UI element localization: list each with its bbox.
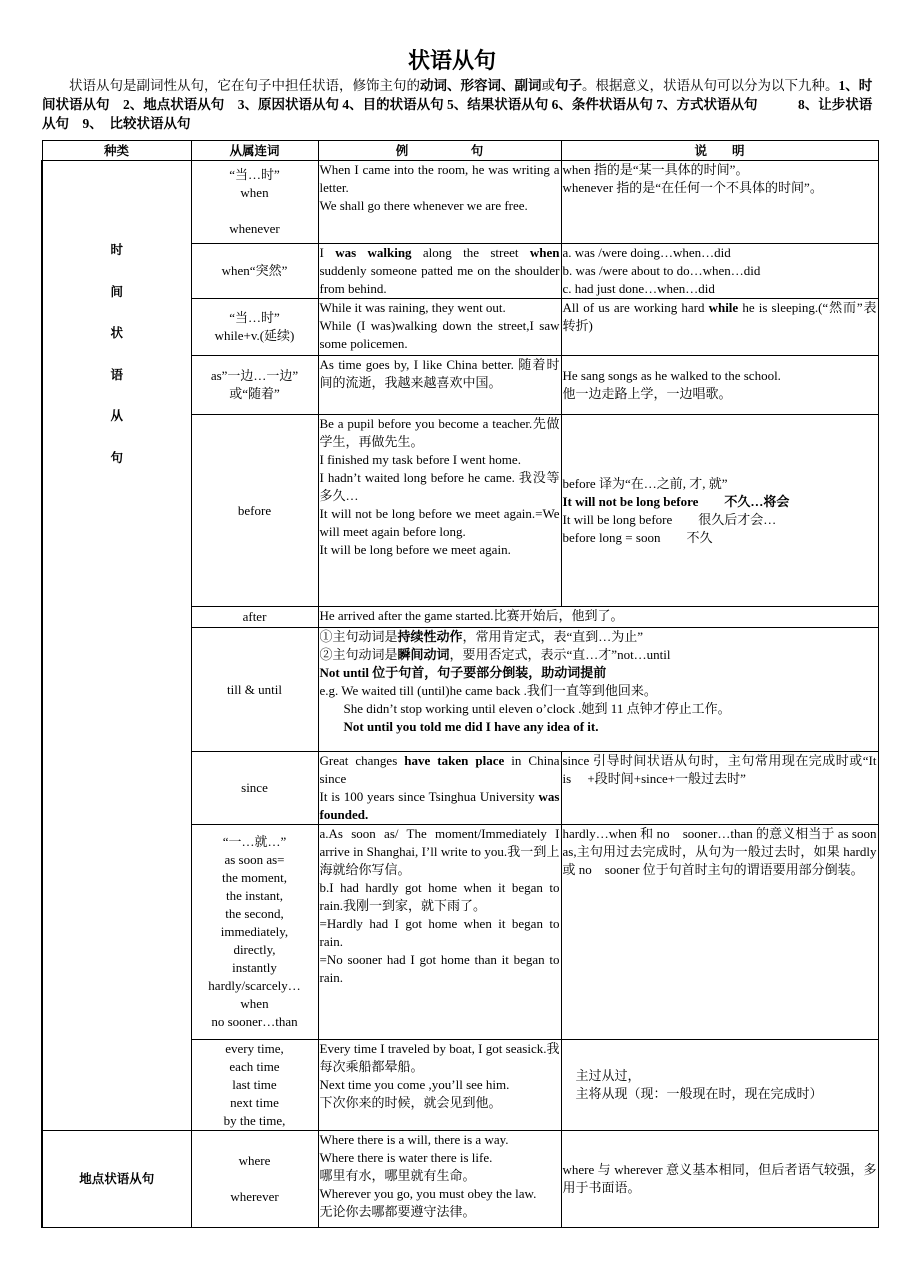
text-line <box>563 244 877 262</box>
text-segment: It will be long before 很久后才会… <box>562 511 777 527</box>
example-cell <box>318 415 561 607</box>
conjunction-cell <box>191 356 318 415</box>
header-example: 例 句 <box>318 141 561 161</box>
kind-char: 从 <box>110 409 123 423</box>
conjunction: the moment, <box>222 870 287 885</box>
text-line <box>320 607 877 625</box>
text-segment: While it was raining, they went out. <box>319 300 506 315</box>
table-row-place <box>42 1131 878 1228</box>
note-cell <box>561 1131 878 1228</box>
text-segment: 或 <box>541 78 555 93</box>
header-note: 说 明 <box>561 141 878 161</box>
text-line <box>320 664 877 682</box>
text-line <box>320 1131 560 1149</box>
text-line <box>320 415 560 451</box>
conjunction: by the time, <box>223 1113 286 1128</box>
text-segment: 1、时间状语从句 2、地点状语从句 3、原因状语从句 4、目的状语从句 5、结果状语从句 6、条件状语从句 7、方式状语从句 8、让步状语从句 9、 比较状语从句 <box>42 78 873 131</box>
text-line <box>320 244 560 298</box>
conjunction-cell <box>191 1040 318 1131</box>
conjunction: directly, <box>233 942 276 957</box>
conjunction: whenever <box>229 221 280 236</box>
text-segment: hardly…when 和 no sooner…than 的意义相当于 as soon as,主句用过去完成时，从句为一般过去时，如果 hardly 或 no sooner 位于句首时主句的谓语要用部分倒装。 <box>562 826 877 877</box>
text-line <box>563 280 877 298</box>
conjunction: as soon as= <box>224 852 285 867</box>
note-cell <box>561 825 878 1040</box>
conjunction: the instant, <box>225 888 284 903</box>
text-segment: while <box>708 300 739 315</box>
text-line <box>320 825 560 879</box>
conjunction <box>193 202 317 220</box>
conjunction: next time <box>230 1095 279 1110</box>
conjunction: “一…就…” <box>222 834 287 849</box>
text-line <box>320 1149 560 1167</box>
kind-char: 状 <box>110 326 123 340</box>
text-line <box>320 317 560 353</box>
text-segment: Not until you told me did I have any idea of it. <box>343 719 599 734</box>
text-segment: Great changes <box>319 753 405 768</box>
kind-time-clause <box>42 161 191 1131</box>
text-segment: 持续性动作 <box>397 629 463 644</box>
text-segment: before long = soon 不久 <box>562 529 713 545</box>
conjunction: when <box>240 996 269 1011</box>
text-line <box>563 1067 877 1085</box>
text-line <box>320 451 560 469</box>
conjunction: where <box>238 1153 271 1168</box>
text-line <box>563 262 877 280</box>
text-segment: She didn’t stop working until eleven o’clock .她到 11 点钟才停止工作。 <box>343 701 731 716</box>
text-line <box>320 718 877 736</box>
text-segment: whenever 指的是“在任何一个不具体的时间”。 <box>562 180 823 195</box>
conjunction: “当…时” <box>229 167 280 182</box>
text-line <box>320 356 560 392</box>
text-segment: Next time you come ,you’ll see him. <box>319 1077 510 1092</box>
text-line <box>563 1085 877 1103</box>
text-segment: 句子 <box>555 78 582 93</box>
example-cell <box>318 244 561 299</box>
conjunction-cell <box>191 244 318 299</box>
intro-paragraph <box>42 76 878 133</box>
conjunction: instantly <box>232 960 277 975</box>
conjunction: the second, <box>225 906 284 921</box>
text-line <box>320 646 877 664</box>
conjunction-cell <box>191 299 318 356</box>
text-segment: =No sooner had I got home than it began to rain. <box>319 952 560 985</box>
text-line <box>320 752 560 788</box>
example-cell <box>318 628 878 752</box>
text-segment: It will be long before we meet again. <box>319 542 511 557</box>
text-segment: Wherever you go, you must obey the law. <box>319 1186 537 1201</box>
text-segment: when <box>529 245 560 260</box>
text-line <box>320 197 560 215</box>
text-segment: 他一边走路上学，一边唱歌。 <box>562 386 732 401</box>
text-line <box>320 788 560 824</box>
note-cell <box>561 752 893 825</box>
text-line <box>320 1094 560 1112</box>
conjunction: wherever <box>230 1189 279 1204</box>
text-segment: where 与 wherever 意义基本相同，但后者语气较强，多用于书面语。 <box>562 1162 877 1195</box>
text-segment: All of us are working hard <box>562 300 709 315</box>
text-segment: It will not be long before we meet again.=We will meet again before long. <box>319 506 560 539</box>
text-line <box>320 1076 560 1094</box>
note-cell <box>561 1040 878 1131</box>
note-cell <box>561 356 878 415</box>
text-segment: was walking <box>335 245 412 260</box>
conjunction: “当…时” <box>229 310 280 325</box>
conjunction: till & until <box>227 681 282 697</box>
text-line <box>320 700 877 718</box>
text-line <box>562 752 893 788</box>
text-segment: Not until 位于句首，句子要部分倒装，助动词提前 <box>319 665 607 680</box>
text-line <box>320 1203 560 1221</box>
text-segment: along the street <box>411 245 530 260</box>
text-segment: =Hardly had I got home when it began to rain. <box>319 916 560 949</box>
example-cell <box>318 752 561 825</box>
text-segment: 哪里有水，哪里就有生命。 <box>319 1168 476 1183</box>
text-line <box>320 541 560 559</box>
text-segment: I hadn’t waited long before he came. 我没等多久… <box>319 470 560 503</box>
text-segment: Every time I traveled by boat, I got seasick.我每次乘船都晕船。 <box>319 1041 560 1074</box>
text-line <box>320 469 560 505</box>
text-line <box>563 385 877 403</box>
note-cell <box>561 415 878 607</box>
text-line <box>563 1161 877 1197</box>
text-line <box>563 367 877 385</box>
text-segment: 主将从现（现：一般现在时，现在完成时） <box>562 1086 823 1101</box>
conjunction: 或“随着” <box>229 386 280 401</box>
example-cell <box>318 299 561 356</box>
conjunction-cell <box>191 628 318 752</box>
text-line <box>320 1167 560 1185</box>
text-segment: have taken place <box>404 753 505 768</box>
text-line <box>320 161 560 197</box>
header-row <box>42 141 878 161</box>
example-cell <box>318 161 561 244</box>
text-line <box>320 879 560 915</box>
text-segment: he is sleeping.(“然而”表转折) <box>562 300 877 333</box>
text-line <box>320 951 560 987</box>
table-row <box>42 161 878 244</box>
text-segment: He sang songs as he walked to the school. <box>562 368 781 383</box>
text-line <box>563 511 877 529</box>
text-segment: b. was /were about to do…when…did <box>562 263 761 278</box>
conjunction: as”一边…一边” <box>210 368 299 383</box>
text-line <box>320 682 877 700</box>
conjunction: every time, <box>225 1041 284 1056</box>
conjunction: no sooner…than <box>211 1014 298 1029</box>
header-kind: 种类 <box>42 141 191 161</box>
text-segment: suddenly someone patted me on the shoulder from behind. <box>319 263 560 296</box>
text-segment: 下次你来的时候，就会见到他。 <box>319 1095 502 1110</box>
text-segment: a.As soon as/ The moment/Immediately I arrive in Shanghai, I’ll write to you.我一到上海就给你写信。 <box>319 826 560 877</box>
text-segment: since 引导时间状语从句时，主句常用现在完成时或“It is +段时间+since+一般过去时” <box>562 753 893 786</box>
text-segment: While (I was)walking down the street,I saw some policemen. <box>319 318 560 351</box>
text-line <box>563 299 877 335</box>
text-line <box>320 505 560 541</box>
note-cell <box>561 161 878 244</box>
text-segment: Where there is a will, there is a way. <box>319 1132 509 1147</box>
conjunction: each time <box>229 1059 280 1074</box>
text-segment: 瞬间动词 <box>397 647 450 662</box>
text-segment: a. was /were doing…when…did <box>562 245 731 260</box>
text-segment: ②主句动词是 <box>319 647 398 662</box>
text-segment: b.I had hardly got home when it began to rain.我刚一到家，就下雨了。 <box>319 880 560 913</box>
text-segment: I <box>319 245 336 260</box>
text-line <box>320 299 560 317</box>
text-line <box>320 1040 560 1076</box>
kind-char: 间 <box>110 284 123 299</box>
text-line <box>563 179 877 197</box>
text-segment: He arrived after the game started.比赛开始后，他到了。 <box>319 608 624 623</box>
conjunction: last time <box>232 1077 277 1092</box>
text-line <box>563 161 877 179</box>
text-line <box>563 493 877 511</box>
conjunction-cell <box>191 752 318 825</box>
conjunction <box>193 1170 317 1188</box>
text-segment: 主过从过， <box>562 1068 641 1083</box>
text-segment: As time goes by, I like China better. 随着时间的流逝，我越来越喜欢中国。 <box>319 357 560 390</box>
example-cell <box>318 1131 561 1228</box>
conjunction: hardly/scarcely… <box>208 978 301 993</box>
example-cell <box>318 1040 561 1131</box>
text-segment: when 指的是“某一具体的时间”。 <box>562 162 749 177</box>
conjunction: immediately, <box>220 924 289 939</box>
example-cell <box>318 825 561 1040</box>
conjunction: when <box>240 185 269 200</box>
text-segment: 状语从句是副词性从句，它在句子中担任状语，修饰主句的 <box>42 78 420 93</box>
text-line <box>320 1185 560 1203</box>
text-segment: e.g. We waited till (until)he came back .我们一直等到他回来。 <box>319 683 657 698</box>
page-title: 状语从句 <box>407 48 496 73</box>
text-segment: I finished my task before I went home. <box>319 452 521 467</box>
conjunction: before <box>237 502 272 518</box>
text-segment: was founded. <box>319 789 560 822</box>
text-segment: Where there is water there is life. <box>319 1150 493 1165</box>
text-segment: When I came into the room, he was writing a letter. <box>319 162 560 195</box>
text-line <box>563 825 877 879</box>
text-segment: c. had just done…when…did <box>562 281 715 296</box>
text-line <box>563 529 877 547</box>
kind-char: 时 <box>110 243 123 257</box>
conjunction: since <box>241 780 268 795</box>
kind-place-clause: 地点状语从句 <box>42 1131 191 1228</box>
header-conjunction: 从属连词 <box>191 141 318 161</box>
text-line <box>320 915 560 951</box>
conjunction-cell <box>191 161 318 244</box>
conjunction-cell <box>191 1131 318 1228</box>
note-cell <box>561 244 878 299</box>
text-segment: 。根据意义，状语从句可以分为以下九种。 <box>582 78 839 93</box>
kind-char: 语 <box>110 367 123 382</box>
kind-char: 句 <box>110 450 123 465</box>
text-segment: ，常用肯定式，表“直到…为止” <box>462 629 644 644</box>
text-segment: It will not be long before 不久…将会 <box>562 493 790 509</box>
conjunction: while+v.(延续) <box>214 328 295 343</box>
conjunction-cell <box>191 825 318 1040</box>
conjunction: after <box>242 609 267 624</box>
clause-table <box>41 140 893 1228</box>
text-line <box>563 475 877 493</box>
text-segment: ①主句动词是 <box>319 629 398 644</box>
text-segment: We shall go there whenever we are free. <box>319 198 528 213</box>
example-cell <box>318 607 878 628</box>
conjunction-cell <box>191 607 318 628</box>
text-segment: before 译为“在…之前, 才, 就” <box>562 475 728 491</box>
text-segment: 动词、形容词、副词 <box>420 78 542 93</box>
conjunction: when“突然” <box>221 263 288 278</box>
text-segment: It is 100 years since Tsinghua University <box>319 789 539 804</box>
text-line <box>320 628 877 646</box>
text-segment: in China since <box>319 753 560 786</box>
text-segment: ，要用否定式，表示“直…才”not…until <box>449 647 671 662</box>
note-cell <box>561 299 878 356</box>
text-segment: 无论你去哪都要遵守法律。 <box>319 1204 476 1219</box>
text-segment: Be a pupil before you become a teacher.先做学生，再做先生。 <box>319 416 560 449</box>
conjunction-cell <box>191 415 318 607</box>
example-cell <box>318 356 561 415</box>
